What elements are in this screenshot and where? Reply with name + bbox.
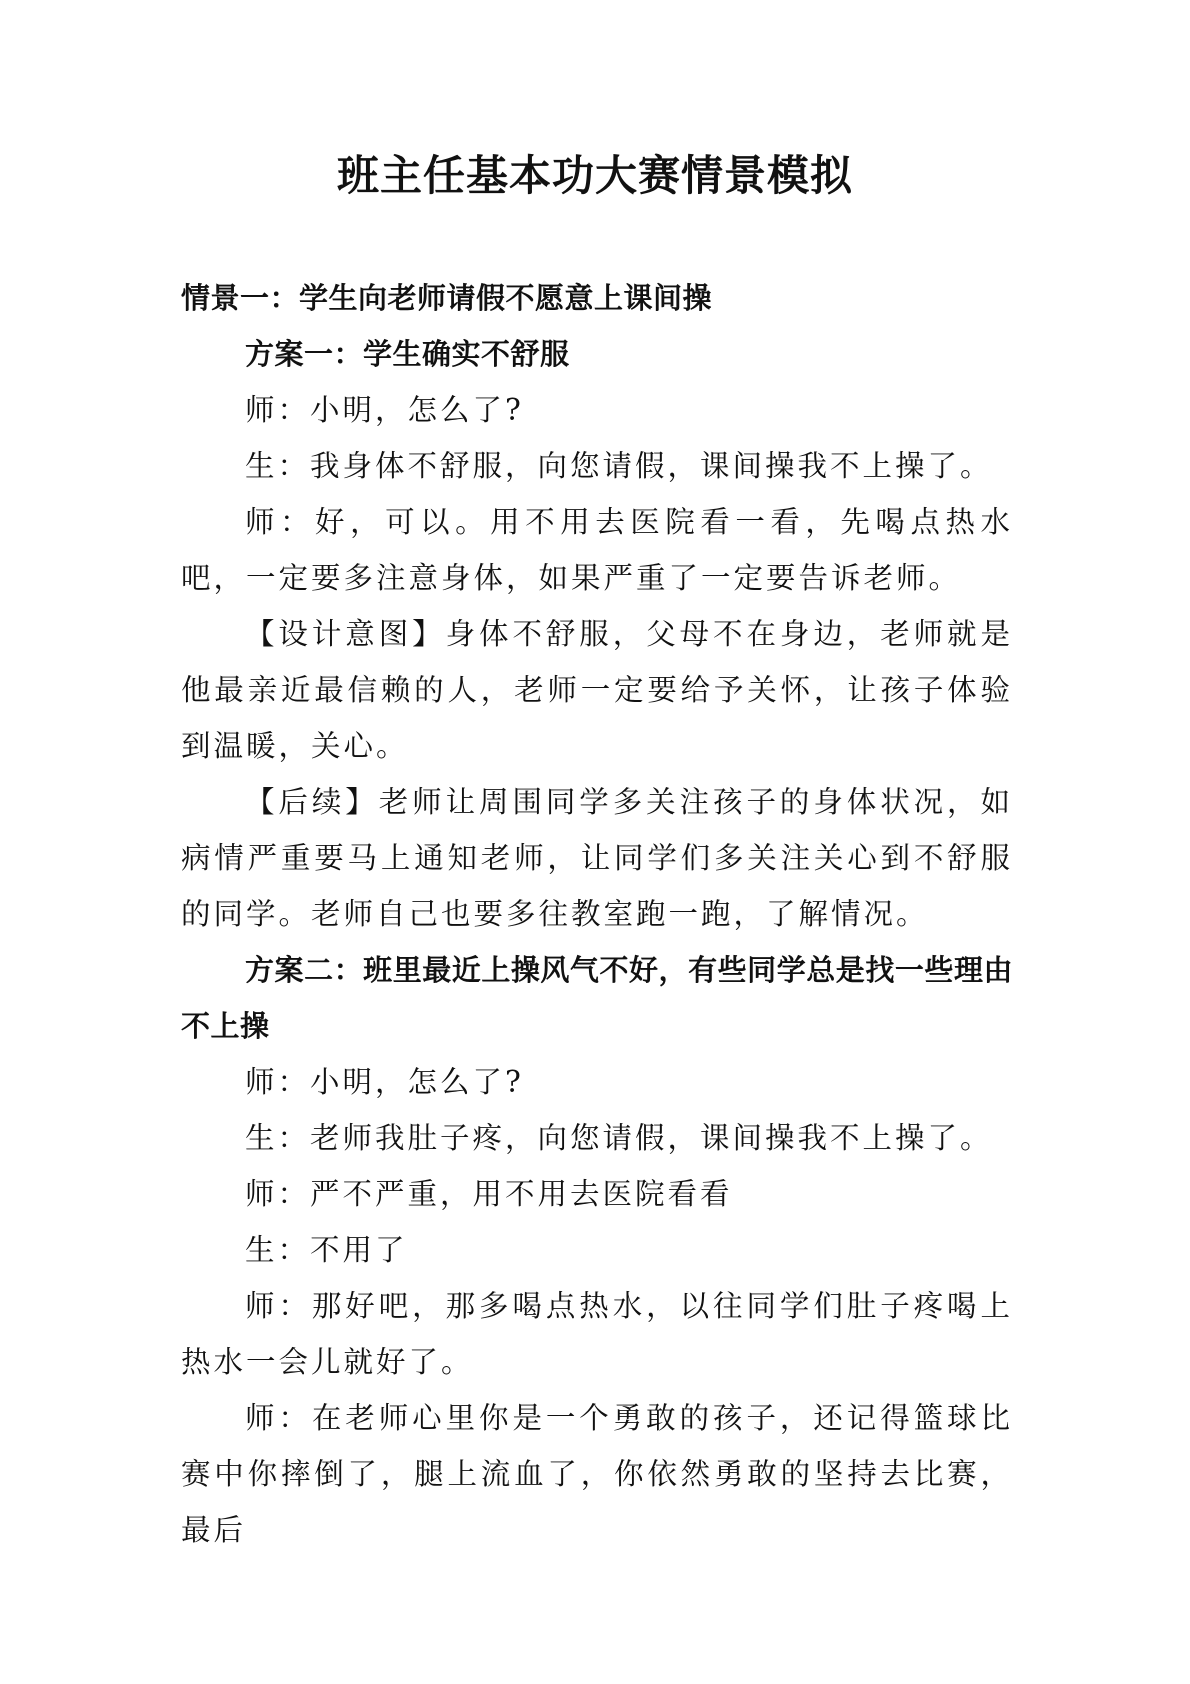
dialogue-line: 师：那好吧，那多喝点热水，以往同学们肚子疼喝上热水一会儿就好了。 — [181, 1289, 1013, 1379]
dialogue-line: 师：小明，怎么了? — [245, 393, 524, 427]
dialogue-line: 生：不用了 — [245, 1233, 408, 1267]
plan-heading: 方案一：学生确实不舒服 — [245, 337, 570, 371]
dialogue-line: 师：在老师心里你是一个勇敢的孩子，还记得篮球比赛中你摔倒了，腿上流血了，你依然勇敢的坚持去比赛，最后 — [181, 1401, 1013, 1547]
dialogue-line: 师：小明，怎么了? — [245, 1065, 524, 1099]
dialogue-line: 师：严不严重，用不用去医院看看 — [245, 1177, 733, 1211]
design-intent-paragraph: 【设计意图】身体不舒服，父母不在身边，老师就是他最亲近最信赖的人，老师一定要给予关怀，让孩子体验到温暖，关心。 — [181, 617, 1013, 763]
document-title: 班主任基本功大赛情景模拟 — [336, 151, 853, 200]
plan-heading: 方案二：班里最近上操风气不好，有些同学总是找一些理由不上操 — [181, 953, 1013, 1043]
document-body — [181, 270, 1013, 1558]
dialogue-line: 师：好，可以。用不用去医院看一看，先喝点热水吧，一定要多注意身体，如果严重了一定要告诉老师。 — [181, 505, 1013, 595]
dialogue-line: 生：老师我肚子疼，向您请假，课间操我不上操了。 — [245, 1121, 993, 1155]
scene-heading: 情景一：学生向老师请假不愿意上课间操 — [181, 281, 713, 315]
dialogue-line: 生：我身体不舒服，向您请假，课间操我不上操了。 — [245, 449, 993, 483]
follow-up-paragraph: 【后续】老师让周围同学多关注孩子的身体状况，如病情严重要马上通知老师，让同学们多关注关心到不舒服的同学。老师自己也要多往教室跑一跑，了解情况。 — [181, 785, 1013, 931]
